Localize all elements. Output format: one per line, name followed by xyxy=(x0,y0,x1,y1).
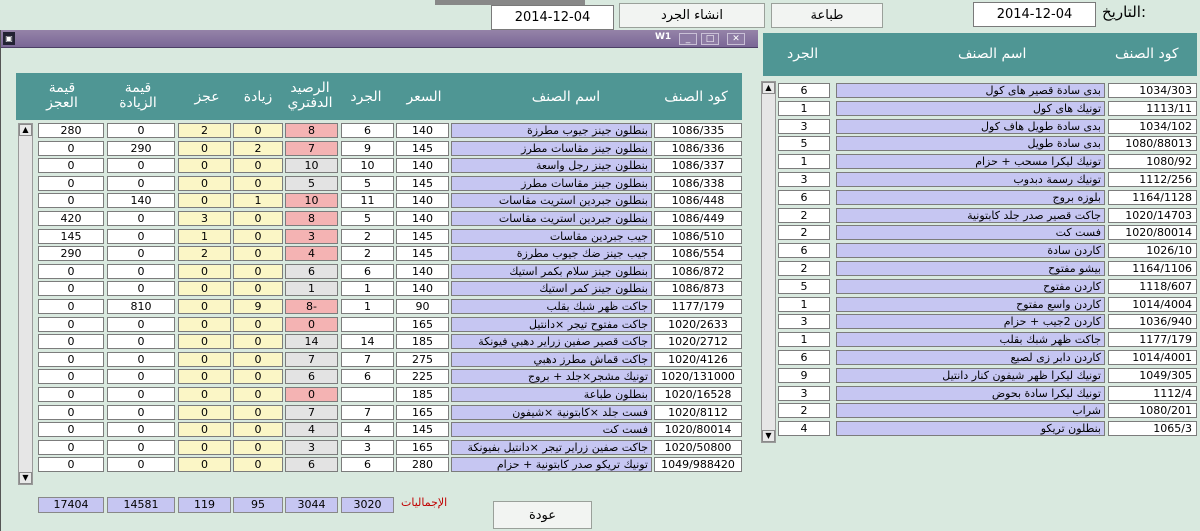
side-cell-count: 3 xyxy=(778,172,830,187)
cell-code: 1049/988420 xyxy=(654,457,742,472)
cell-name: بنطلون جينز رجل واسعة xyxy=(451,158,652,173)
side-header-code: كود الصنف xyxy=(1115,46,1179,62)
cell-book-balance: 10 xyxy=(285,158,338,173)
cell-code: 1086/510 xyxy=(654,229,742,244)
cell-deficit-value: 0 xyxy=(38,158,104,173)
side-header xyxy=(763,33,1197,76)
cell-increase-value: 0 xyxy=(107,317,175,332)
cell-name: بنطلون جينز سلام بكمر استيك xyxy=(451,264,652,279)
cell-deficit-value: 145 xyxy=(38,229,104,244)
cell-deficit: 0 xyxy=(178,281,231,296)
cell-deficit-value: 0 xyxy=(38,299,104,314)
side-cell-name: كاردن دابر زى لصيع xyxy=(836,350,1105,365)
cell-deficit-value: 0 xyxy=(38,193,104,208)
cell-name: فست كت xyxy=(451,422,652,437)
cell-deficit: 2 xyxy=(178,123,231,138)
cell-deficit-value: 0 xyxy=(38,141,104,156)
cell-increase-value: 0 xyxy=(107,369,175,384)
cell-deficit: 0 xyxy=(178,317,231,332)
side-cell-count: 2 xyxy=(778,261,830,276)
cell-book-balance: 7 xyxy=(285,352,338,367)
cell-deficit-value: 0 xyxy=(38,422,104,437)
cell-increase: 0 xyxy=(233,369,283,384)
cell-deficit-value: 420 xyxy=(38,211,104,226)
side-header-count: الجرد xyxy=(787,46,819,62)
cell-book-balance: 8 xyxy=(285,211,338,226)
side-cell-name: بنطلون تريكو xyxy=(836,421,1105,436)
cell-deficit: 0 xyxy=(178,158,231,173)
cell-code: 1086/554 xyxy=(654,246,742,261)
cell-book-balance: 6 xyxy=(285,264,338,279)
total-increase-value: 14581 xyxy=(107,497,175,513)
cell-increase: 0 xyxy=(233,317,283,332)
side-cell-count: 4 xyxy=(778,421,830,436)
cell-increase: 0 xyxy=(233,264,283,279)
side-cell-code: 1080/92 xyxy=(1108,154,1197,169)
side-cell-count: 5 xyxy=(778,279,830,294)
cell-deficit-value: 290 xyxy=(38,246,104,261)
cell-name: جيب جينز ضك جيوب مطرزة xyxy=(451,246,652,261)
cell-deficit: 3 xyxy=(178,211,231,226)
cell-increase: 0 xyxy=(233,229,283,244)
cell-book-balance: 0 xyxy=(285,387,338,402)
cell-name: تونيك مشجر×جلد + بروج xyxy=(451,369,652,384)
cell-increase-value: 0 xyxy=(107,440,175,455)
cell-deficit-value: 280 xyxy=(38,123,104,138)
cell-deficit: 0 xyxy=(178,141,231,156)
cell-name: بنطلون طباعة xyxy=(451,387,652,402)
side-cell-name: تونيك رسمة دبدوب xyxy=(836,172,1105,187)
cell-deficit-value: 0 xyxy=(38,387,104,402)
date-label: التاريخ: xyxy=(1102,3,1146,21)
cell-book-balance: 5 xyxy=(285,176,338,191)
cell-price: 145 xyxy=(396,176,449,191)
cell-deficit: 0 xyxy=(178,422,231,437)
cell-count[interactable]: 5 xyxy=(341,176,394,191)
cell-count[interactable]: 6 xyxy=(341,123,394,138)
cell-book-balance: 8- xyxy=(285,299,338,314)
side-cell-code: 1014/4001 xyxy=(1108,350,1197,365)
total-deficit: 119 xyxy=(178,497,231,513)
side-cell-count: 3 xyxy=(778,119,830,134)
cell-deficit-value: 0 xyxy=(38,317,104,332)
date-field[interactable]: 2014-12-04 xyxy=(973,2,1096,27)
cell-count[interactable]: 4 xyxy=(341,422,394,437)
cell-count[interactable]: 7 xyxy=(341,405,394,420)
side-cell-name: فست كت xyxy=(836,225,1105,240)
cell-count[interactable]: 5 xyxy=(341,211,394,226)
cell-price: 145 xyxy=(396,246,449,261)
side-cell-code: 1020/80014 xyxy=(1108,225,1197,240)
side-cell-code: 1177/179 xyxy=(1108,332,1197,347)
cell-deficit-value: 0 xyxy=(38,281,104,296)
side-cell-count: 1 xyxy=(778,101,830,116)
cell-increase-value: 0 xyxy=(107,405,175,420)
cell-deficit: 0 xyxy=(178,299,231,314)
cell-count[interactable]: 14 xyxy=(341,334,394,349)
side-cell-count: 2 xyxy=(778,403,830,418)
cell-increase-value: 0 xyxy=(107,176,175,191)
cell-name: جاكت مفتوح تيجر ×دانتيل xyxy=(451,317,652,332)
cell-code: 1177/179 xyxy=(654,299,742,314)
cell-book-balance: 7 xyxy=(285,141,338,156)
cell-increase: 1 xyxy=(233,193,283,208)
cell-name: بنطلون جينز كمر استيك xyxy=(451,281,652,296)
cell-increase: 0 xyxy=(233,334,283,349)
grid-header xyxy=(16,73,742,120)
cell-name: تونيك تريكو صدر كابتونية + حزام xyxy=(451,457,652,472)
side-cell-code: 1049/305 xyxy=(1108,368,1197,383)
cell-increase-value: 0 xyxy=(107,422,175,437)
side-cell-count: 1 xyxy=(778,297,830,312)
header-name: اسم الصنف xyxy=(531,89,601,105)
cell-deficit: 1 xyxy=(178,229,231,244)
cell-increase: 0 xyxy=(233,422,283,437)
cell-increase: 0 xyxy=(233,457,283,472)
cell-deficit: 0 xyxy=(178,457,231,472)
side-cell-code: 1112/4 xyxy=(1108,386,1197,401)
side-cell-count: 3 xyxy=(778,386,830,401)
cell-increase-value: 0 xyxy=(107,457,175,472)
side-cell-name: تونيك ليكرا مسحب + حزام xyxy=(836,154,1105,169)
cell-deficit: 0 xyxy=(178,405,231,420)
totals-label: الإجماليات xyxy=(401,496,448,509)
cell-deficit-value: 0 xyxy=(38,176,104,191)
scroll-down-icon[interactable]: ▼ xyxy=(19,472,32,484)
cell-code: 1020/2633 xyxy=(654,317,742,332)
cell-deficit: 0 xyxy=(178,352,231,367)
cell-increase: 0 xyxy=(233,440,283,455)
cell-price: 145 xyxy=(396,141,449,156)
cell-deficit: 0 xyxy=(178,369,231,384)
cell-code: 1020/4126 xyxy=(654,352,742,367)
cell-deficit: 0 xyxy=(178,193,231,208)
side-cell-count: 6 xyxy=(778,350,830,365)
minimize-icon[interactable]: _ xyxy=(679,33,697,45)
cell-book-balance: 6 xyxy=(285,457,338,472)
cell-book-balance: 14 xyxy=(285,334,338,349)
window-app-icon: ▣ xyxy=(3,32,15,45)
header-book-balance: الرصيد الدفتري xyxy=(287,80,333,111)
header-increase: زيادة xyxy=(243,89,273,105)
side-cell-count: 6 xyxy=(778,243,830,258)
cell-count[interactable]: 11 xyxy=(341,193,394,208)
cell-increase: 0 xyxy=(233,123,283,138)
header-deficit: عجز xyxy=(194,89,220,105)
back-button[interactable]: عودة xyxy=(493,501,592,529)
cell-price: 145 xyxy=(396,422,449,437)
side-cell-count: 6 xyxy=(778,190,830,205)
cell-increase: 0 xyxy=(233,158,283,173)
cell-price: 145 xyxy=(396,229,449,244)
print-button[interactable]: طباعة xyxy=(771,3,883,28)
side-cell-name: بيشو مفتوح xyxy=(836,261,1105,276)
cell-count[interactable]: 6 xyxy=(341,369,394,384)
cell-book-balance: 10 xyxy=(285,193,338,208)
cell-deficit-value: 0 xyxy=(38,352,104,367)
cell-code: 1086/872 xyxy=(654,264,742,279)
side-cell-count: 6 xyxy=(778,83,830,98)
cell-book-balance: 6 xyxy=(285,369,338,384)
side-cell-code: 1034/303 xyxy=(1108,83,1197,98)
cell-price: 165 xyxy=(396,317,449,332)
side-cell-count: 5 xyxy=(778,136,830,151)
cell-increase-value: 0 xyxy=(107,211,175,226)
cell-code: 1086/335 xyxy=(654,123,742,138)
cell-deficit-value: 0 xyxy=(38,405,104,420)
cell-name: بنطلون جينز مقاسات مطرز xyxy=(451,176,652,191)
cell-code: 1020/16528 xyxy=(654,387,742,402)
cell-code: 1086/449 xyxy=(654,211,742,226)
side-cell-count: 2 xyxy=(778,225,830,240)
side-cell-name: بلوزه بروج xyxy=(836,190,1105,205)
cell-increase-value: 140 xyxy=(107,193,175,208)
cell-deficit: 2 xyxy=(178,246,231,261)
side-header-name: اسم الصنف xyxy=(958,46,1027,62)
side-cell-name: كاردن 2جيب + حزام xyxy=(836,314,1105,329)
side-cell-count: 1 xyxy=(778,332,830,347)
cell-increase-value: 0 xyxy=(107,334,175,349)
cell-code: 1086/336 xyxy=(654,141,742,156)
cell-count[interactable] xyxy=(341,387,394,402)
cell-code: 1086/448 xyxy=(654,193,742,208)
cell-name: جاكت قصير صفين زراير دهبي فيونكة xyxy=(451,334,652,349)
cell-deficit: 0 xyxy=(178,264,231,279)
cell-deficit: 0 xyxy=(178,387,231,402)
header-count: الجرد xyxy=(350,89,382,105)
total-count: 3020 xyxy=(341,497,394,513)
cell-count[interactable]: 2 xyxy=(341,229,394,244)
close-icon[interactable]: ✕ xyxy=(727,33,745,45)
cell-code: 1086/873 xyxy=(654,281,742,296)
cell-increase: 0 xyxy=(233,352,283,367)
cell-name: بنطلون جبردين استريت مقاسات xyxy=(451,211,652,226)
side-cell-code: 1065/3 xyxy=(1108,421,1197,436)
cell-book-balance: 1 xyxy=(285,281,338,296)
cell-book-balance: 3 xyxy=(285,229,338,244)
header-deficit-value: قيمة العجز xyxy=(46,80,78,111)
cell-name: جاكت قماش مطرز دهبي xyxy=(451,352,652,367)
side-cell-code: 1118/607 xyxy=(1108,279,1197,294)
cell-price: 140 xyxy=(396,281,449,296)
cell-count[interactable]: 9 xyxy=(341,141,394,156)
grid-scrollbar[interactable] xyxy=(18,123,33,485)
header-increase-value: قيمة الزيادة xyxy=(119,80,157,111)
side-scroll-up-icon[interactable]: ▲ xyxy=(762,82,775,94)
cell-book-balance: 4 xyxy=(285,422,338,437)
cell-price: 140 xyxy=(396,211,449,226)
cell-name: بنطلون جينز جيوب مطرزة xyxy=(451,123,652,138)
side-cell-count: 9 xyxy=(778,368,830,383)
side-cell-code: 1036/940 xyxy=(1108,314,1197,329)
cell-book-balance: 0 xyxy=(285,317,338,332)
cell-deficit-value: 0 xyxy=(38,457,104,472)
cell-deficit-value: 0 xyxy=(38,334,104,349)
cell-price: 140 xyxy=(396,123,449,138)
side-cell-code: 1080/201 xyxy=(1108,403,1197,418)
side-cell-name: كاردن سادة xyxy=(836,243,1105,258)
cell-count[interactable]: 7 xyxy=(341,352,394,367)
inventory-date-field[interactable]: 2014-12-04 xyxy=(491,5,614,30)
header-code: كود الصنف xyxy=(664,89,728,105)
cell-code: 1020/80014 xyxy=(654,422,742,437)
side-cell-code: 1164/1128 xyxy=(1108,190,1197,205)
scroll-up-icon[interactable]: ▲ xyxy=(19,124,32,136)
cell-increase: 0 xyxy=(233,387,283,402)
cell-book-balance: 4 xyxy=(285,246,338,261)
cell-increase-value: 0 xyxy=(107,158,175,173)
cell-increase: 0 xyxy=(233,246,283,261)
maximize-icon[interactable]: □ xyxy=(701,33,719,45)
cell-price: 140 xyxy=(396,264,449,279)
cell-price: 90 xyxy=(396,299,449,314)
cell-price: 185 xyxy=(396,334,449,349)
cell-increase-value: 0 xyxy=(107,246,175,261)
cell-price: 165 xyxy=(396,405,449,420)
cell-code: 1086/337 xyxy=(654,158,742,173)
cell-count[interactable]: 2 xyxy=(341,246,394,261)
cell-increase: 0 xyxy=(233,176,283,191)
cell-count[interactable]: 1 xyxy=(341,299,394,314)
cell-increase-value: 0 xyxy=(107,229,175,244)
side-cell-name: شراب xyxy=(836,403,1105,418)
cell-book-balance: 3 xyxy=(285,440,338,455)
side-cell-name: كاردن واسع مفتوح xyxy=(836,297,1105,312)
cell-price: 185 xyxy=(396,387,449,402)
side-cell-count: 2 xyxy=(778,208,830,223)
side-cell-name: تونيك ليكرا ظهر شيفون كنار دانتيل xyxy=(836,368,1105,383)
side-cell-name: تونيك ليكرا سادة بحوض xyxy=(836,386,1105,401)
cell-name: جاكت صفين زراير تيجر ×دانتيل بفيونكة xyxy=(451,440,652,455)
cell-code: 1020/2712 xyxy=(654,334,742,349)
side-scrollbar[interactable] xyxy=(761,81,776,443)
cell-increase-value: 0 xyxy=(107,387,175,402)
cell-price: 140 xyxy=(396,158,449,173)
side-cell-code: 1112/256 xyxy=(1108,172,1197,187)
cell-deficit: 0 xyxy=(178,440,231,455)
cell-deficit: 0 xyxy=(178,334,231,349)
cell-name: جيب جبردين مقاسات xyxy=(451,229,652,244)
cell-increase-value: 0 xyxy=(107,123,175,138)
side-cell-count: 1 xyxy=(778,154,830,169)
side-cell-code: 1026/10 xyxy=(1108,243,1197,258)
cell-code: 1020/50800 xyxy=(654,440,742,455)
cell-name: فست جلد ×كابتونية ×شيفون xyxy=(451,405,652,420)
cell-increase: 0 xyxy=(233,405,283,420)
side-cell-name: بدى سادة طويل هاف كول xyxy=(836,119,1105,134)
side-cell-code: 1034/102 xyxy=(1108,119,1197,134)
side-cell-count: 3 xyxy=(778,314,830,329)
cell-count[interactable]: 10 xyxy=(341,158,394,173)
side-cell-name: جاكت ظهر شبك بقلب xyxy=(836,332,1105,347)
total-deficit-value: 17404 xyxy=(38,497,104,513)
cell-increase: 9 xyxy=(233,299,283,314)
side-scroll-down-icon[interactable]: ▼ xyxy=(762,430,775,442)
cell-deficit-value: 0 xyxy=(38,440,104,455)
side-cell-name: جاكت قصير صدر جلد كابتونية xyxy=(836,208,1105,223)
total-book: 3044 xyxy=(285,497,338,513)
cell-name: جاكت ظهر شبك بقلب xyxy=(451,299,652,314)
cell-increase: 0 xyxy=(233,211,283,226)
cell-price: 275 xyxy=(396,352,449,367)
side-cell-code: 1020/14703 xyxy=(1108,208,1197,223)
cell-increase-value: 0 xyxy=(107,264,175,279)
cell-increase-value: 290 xyxy=(107,141,175,156)
side-cell-code: 1113/11 xyxy=(1108,101,1197,116)
cell-increase-value: 0 xyxy=(107,352,175,367)
cell-count[interactable]: 3 xyxy=(341,440,394,455)
window-title: W1 xyxy=(655,32,672,42)
cell-book-balance: 7 xyxy=(285,405,338,420)
window-titlebar xyxy=(1,30,758,48)
cell-count[interactable]: 1 xyxy=(341,281,394,296)
cell-count[interactable] xyxy=(341,317,394,332)
side-cell-name: كاردن مفتوح xyxy=(836,279,1105,294)
cell-price: 140 xyxy=(396,193,449,208)
cell-name: بنطلون جبردين استريت مقاسات xyxy=(451,193,652,208)
side-cell-name: بدى سادة قصير هاى كول xyxy=(836,83,1105,98)
total-increase: 95 xyxy=(233,497,283,513)
cell-increase: 0 xyxy=(233,281,283,296)
side-cell-code: 1014/4004 xyxy=(1108,297,1197,312)
cell-increase-value: 810 xyxy=(107,299,175,314)
side-cell-code: 1080/88013 xyxy=(1108,136,1197,151)
side-cell-name: تونيك هاى كول xyxy=(836,101,1105,116)
cell-code: 1020/8112 xyxy=(654,405,742,420)
cell-price: 225 xyxy=(396,369,449,384)
header-price: السعر xyxy=(406,89,442,105)
cell-increase: 2 xyxy=(233,141,283,156)
cell-increase-value: 0 xyxy=(107,281,175,296)
cell-count[interactable]: 6 xyxy=(341,457,394,472)
cell-price: 280 xyxy=(396,457,449,472)
cell-price: 165 xyxy=(396,440,449,455)
create-inventory-button[interactable]: انشاء الجرد xyxy=(619,3,765,28)
cell-count[interactable]: 6 xyxy=(341,264,394,279)
side-cell-code: 1164/1106 xyxy=(1108,261,1197,276)
cell-deficit-value: 0 xyxy=(38,264,104,279)
cell-name: بنطلون جينز مقاسات مطرز xyxy=(451,141,652,156)
cell-code: 1086/338 xyxy=(654,176,742,191)
cell-deficit-value: 0 xyxy=(38,369,104,384)
side-cell-name: بدى سادة طويل xyxy=(836,136,1105,151)
cell-code: 1020/131000 xyxy=(654,369,742,384)
cell-deficit: 0 xyxy=(178,176,231,191)
cell-book-balance: 8 xyxy=(285,123,338,138)
